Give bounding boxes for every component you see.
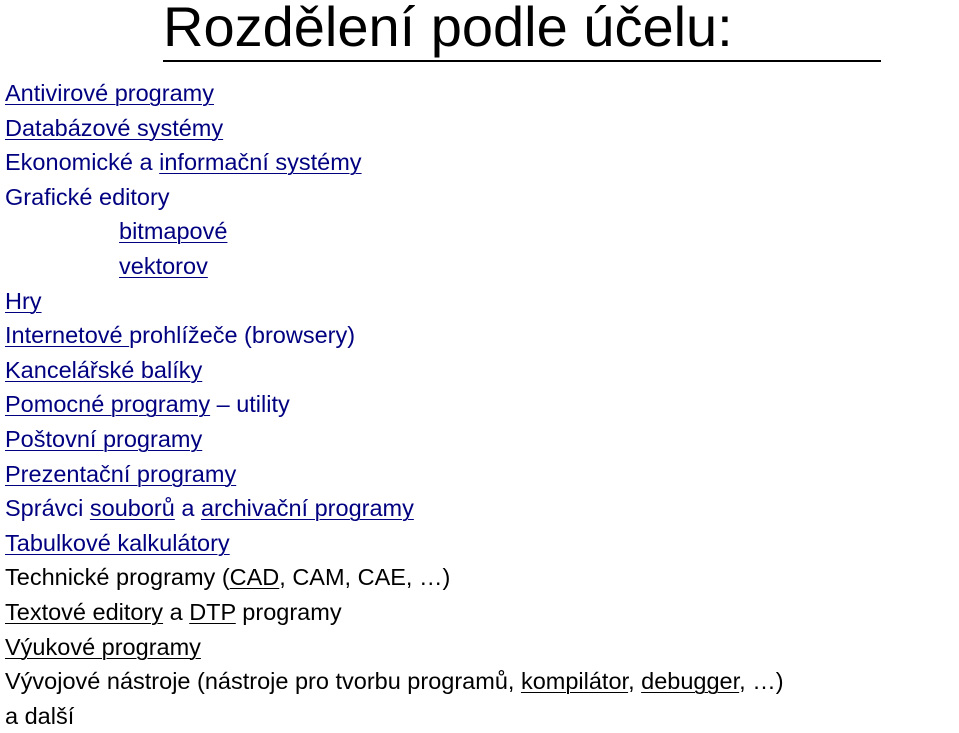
prohlizece-text: prohlížeče (browsery)	[129, 322, 356, 349]
list-item-pomocne	[5, 387, 784, 422]
prezentacni-programy-link[interactable]: Prezentační programy	[5, 460, 237, 487]
debugger-link[interactable]: debugger	[641, 668, 740, 695]
postovni-programy-link[interactable]: Poštovní programy	[5, 425, 203, 452]
vyvojove-end-text: , …)	[739, 668, 784, 695]
vyvojove-comma-text: ,	[628, 668, 642, 695]
list-item-postovni	[5, 422, 784, 457]
list-item-vyvojove	[5, 664, 784, 699]
list-item-tabulkove	[5, 526, 784, 561]
list-item-ekonomicke	[5, 145, 784, 180]
databazove-systemy-link[interactable]: Databázové systémy	[5, 114, 224, 141]
textove-editory-link[interactable]: Textové editory	[5, 598, 164, 625]
spravci-text: Správci	[5, 495, 90, 522]
list-item-textove	[5, 595, 784, 630]
tabulkove-kalkulatory-link[interactable]: Tabulkové kalkulátory	[5, 529, 230, 556]
list-item-prezentacni	[5, 457, 784, 492]
list-item-kancelarske	[5, 353, 784, 388]
list-item-databazove	[5, 111, 784, 146]
textove-programy-text: programy	[235, 598, 342, 625]
vyukove-programy-link[interactable]: Výukové programy	[5, 633, 201, 660]
list-item-hry	[5, 284, 784, 319]
software-category-list	[5, 76, 784, 733]
informacni-systemy-link[interactable]: informační systémy	[159, 149, 362, 176]
antivirove-programy-link[interactable]: Antivirové programy	[5, 80, 214, 106]
list-item-vektorove	[5, 249, 784, 284]
list-item-technicke	[5, 560, 784, 595]
list-item-internetove	[5, 318, 784, 353]
technicke-rest-text: , CAM, CAE, …)	[279, 564, 451, 591]
ekonomicke-text: Ekonomické a	[5, 149, 160, 176]
list-item-antivirove	[5, 76, 784, 111]
utility-text: – utility	[210, 391, 290, 418]
list-item-graficke	[5, 180, 784, 215]
technicke-programy-text: Technické programy (	[5, 564, 230, 591]
vektorove-link[interactable]: vektorov	[119, 252, 208, 279]
pomocne-programy-link[interactable]: Pomocné programy	[5, 391, 211, 418]
list-item-spravci	[5, 491, 784, 526]
a-dalsi-text: a další	[5, 702, 75, 729]
list-item-bitmapove	[5, 214, 784, 249]
hry-link[interactable]: Hry	[5, 287, 42, 314]
dtp-link[interactable]: DTP	[189, 598, 236, 625]
spravci-a-text: a	[174, 495, 201, 522]
vyvojove-nastroje-text: Vývojové nástroje (nástroje pro tvorbu programů,	[5, 668, 521, 695]
internetove-link[interactable]: Internetové	[5, 322, 130, 349]
title-underline	[163, 60, 881, 62]
graficke-editory-text: Grafické editory	[5, 183, 170, 210]
archivacni-programy-link[interactable]: archivační programy	[200, 495, 414, 522]
kancelarske-baliky-link[interactable]: Kancelářské balíky	[5, 356, 203, 383]
kompilator-link[interactable]: kompilátor	[520, 668, 629, 695]
textove-a-text: a	[163, 598, 190, 625]
souboru-link[interactable]: souborů	[89, 495, 175, 522]
list-item-vyukove	[5, 630, 784, 665]
cad-link[interactable]: CAD	[229, 564, 280, 591]
bitmapove-link[interactable]: bitmapové	[119, 218, 228, 245]
page-title: Rozdělení podle účelu:	[163, 0, 733, 58]
